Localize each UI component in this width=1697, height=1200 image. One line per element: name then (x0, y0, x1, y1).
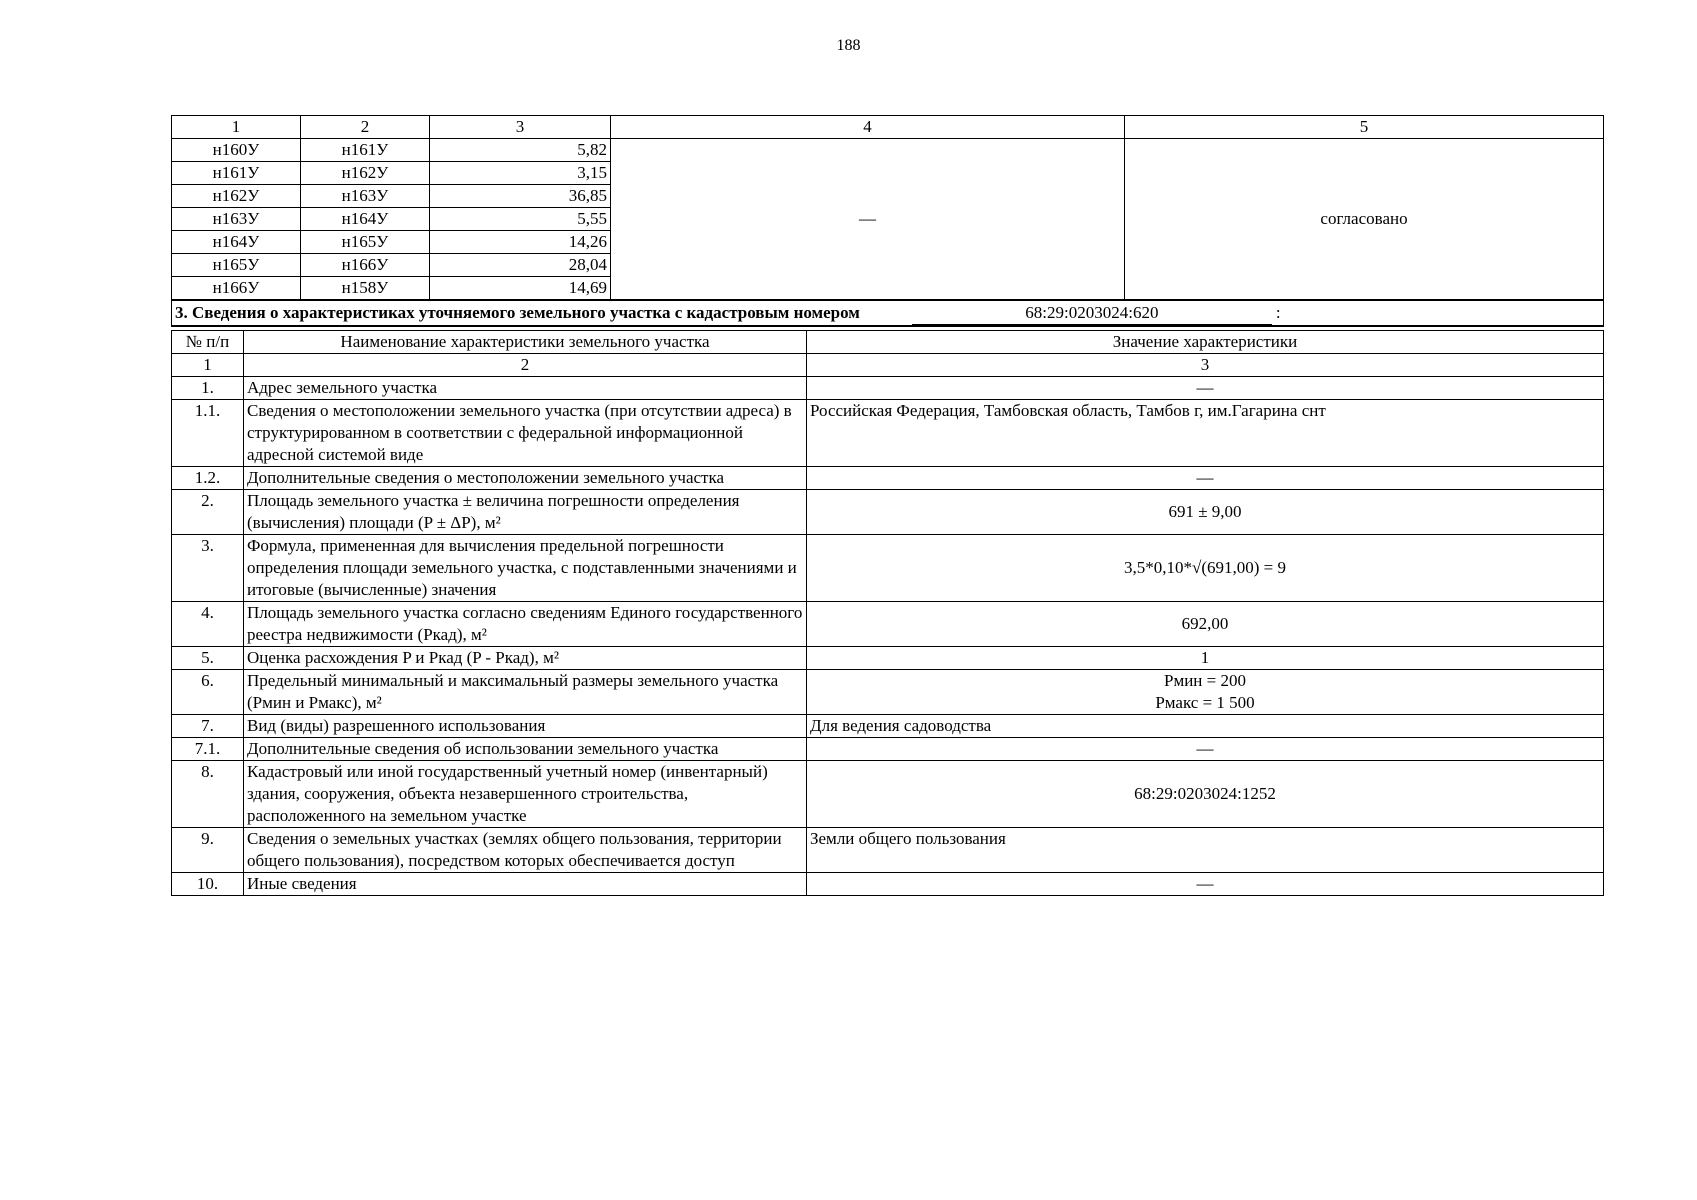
row-name: Адрес земельного участка (244, 377, 807, 400)
row-value: 3,5*0,10*√(691,00) = 9 (807, 535, 1604, 602)
row-number: 10. (172, 873, 244, 896)
table-row (172, 490, 1604, 535)
row-name: Оценка расхождения P и Ркад (P - Ркад), м² (244, 647, 807, 670)
row-number: 1.2. (172, 467, 244, 490)
point-from: н165У (172, 254, 301, 277)
header-number-cell: 3 (807, 354, 1604, 377)
section3-colon: : (1275, 303, 1281, 322)
row-value-cell (807, 670, 1604, 715)
row-number: 3. (172, 535, 244, 602)
segment-length: 14,69 (430, 277, 611, 301)
row-number: 4. (172, 602, 244, 647)
table-row (172, 602, 1604, 647)
row-value: — (807, 377, 1604, 400)
table-row (172, 647, 1604, 670)
row-value: 68:29:0203024:1252 (807, 761, 1604, 828)
row-number: 6. (172, 670, 244, 715)
row-value-max: Рмакс = 1 500 (1155, 693, 1255, 712)
header-cell: № п/п (172, 331, 244, 354)
point-to: н162У (301, 162, 430, 185)
boundary-header-row (172, 116, 1604, 139)
row-value: — (807, 738, 1604, 761)
header-cell: Значение характеристики (807, 331, 1604, 354)
point-to: н165У (301, 231, 430, 254)
row-number: 1.1. (172, 400, 244, 467)
section3-title-row (172, 300, 1604, 326)
row-name: Кадастровый или иной государственный учетный номер (инвентарный) здания, сооружения, объекта незавершенного строительства, расположенного на земельном участке (244, 761, 807, 828)
row-value: — (807, 467, 1604, 490)
header-cell: 3 (430, 116, 611, 139)
row-value: Российская Федерация, Тамбовская область, Тамбов г, им.Гагарина снт (807, 400, 1604, 467)
header-number-cell: 1 (172, 354, 244, 377)
row-name: Дополнительные сведения об использовании земельного участка (244, 738, 807, 761)
header-number-cell: 2 (244, 354, 807, 377)
table-row (172, 670, 1604, 715)
point-to: н158У (301, 277, 430, 301)
segment-length: 5,82 (430, 139, 611, 162)
row-name: Вид (виды) разрешенного использования (244, 715, 807, 738)
segment-length: 3,15 (430, 162, 611, 185)
row-value: — (807, 873, 1604, 896)
table-row (172, 467, 1604, 490)
segment-length: 14,26 (430, 231, 611, 254)
characteristics-number-row (172, 354, 1604, 377)
col4-value: — (611, 139, 1125, 301)
row-number: 5. (172, 647, 244, 670)
row-value: 691 ± 9,00 (807, 490, 1604, 535)
section3-title: 3. Сведения о характеристиках уточняемого земельного участка с кадастровым номером (175, 303, 860, 322)
section3-cadastral-number: 68:29:0203024:620 (912, 302, 1272, 325)
header-cell: 1 (172, 116, 301, 139)
point-to: н161У (301, 139, 430, 162)
row-name: Площадь земельного участка согласно сведениям Единого государственного реестра недвижимости (Ркад), м² (244, 602, 807, 647)
row-name: Предельный минимальный и максимальный размеры земельного участка (Рмин и Рмакс), м² (244, 670, 807, 715)
row-name: Формула, примененная для вычисления предельной погрешности определения площади земельного участка, с подставленными значениями и итоговые (вычисленные) значения (244, 535, 807, 602)
row-name: Площадь земельного участка ± величина погрешности определения (вычисления) площади (P ± ΔP), м² (244, 490, 807, 535)
point-from: н160У (172, 139, 301, 162)
characteristics-table (171, 330, 1604, 896)
row-name: Сведения о земельных участках (землях общего пользования, территории общего пользования), посредством которых обеспечивается доступ (244, 828, 807, 873)
row-value: 1 (807, 647, 1604, 670)
point-from: н164У (172, 231, 301, 254)
row-name: Иные сведения (244, 873, 807, 896)
row-number: 7.1. (172, 738, 244, 761)
table-row (172, 715, 1604, 738)
table-row (172, 139, 1604, 162)
header-cell: 4 (611, 116, 1125, 139)
row-number: 9. (172, 828, 244, 873)
segment-length: 5,55 (430, 208, 611, 231)
row-name: Сведения о местоположении земельного участка (при отсутствии адреса) в структурированном в соответствии с федеральной информационной адресной системой виде (244, 400, 807, 467)
point-from: н166У (172, 277, 301, 301)
row-value: 692,00 (807, 602, 1604, 647)
point-to: н164У (301, 208, 430, 231)
table-row (172, 400, 1604, 467)
col5-value: согласовано (1125, 139, 1604, 301)
table-row (172, 873, 1604, 896)
header-cell: 2 (301, 116, 430, 139)
point-to: н166У (301, 254, 430, 277)
row-value: Земли общего пользования (807, 828, 1604, 873)
segment-length: 36,85 (430, 185, 611, 208)
header-cell: 5 (1125, 116, 1604, 139)
point-from: н162У (172, 185, 301, 208)
row-value-min: Рмин = 200 (1164, 671, 1246, 690)
section3-title-cell (172, 300, 1604, 326)
boundary-table (171, 115, 1604, 327)
row-name: Дополнительные сведения о местоположении земельного участка (244, 467, 807, 490)
row-number: 8. (172, 761, 244, 828)
segment-length: 28,04 (430, 254, 611, 277)
table-row (172, 535, 1604, 602)
row-number: 1. (172, 377, 244, 400)
row-number: 7. (172, 715, 244, 738)
characteristics-header-row (172, 331, 1604, 354)
row-value: Для ведения садоводства (807, 715, 1604, 738)
table-row (172, 828, 1604, 873)
point-from: н163У (172, 208, 301, 231)
page-number: 188 (836, 37, 861, 54)
row-number: 2. (172, 490, 244, 535)
header-cell: Наименование характеристики земельного участка (244, 331, 807, 354)
table-row (172, 761, 1604, 828)
table-row (172, 738, 1604, 761)
point-to: н163У (301, 185, 430, 208)
point-from: н161У (172, 162, 301, 185)
table-row (172, 377, 1604, 400)
